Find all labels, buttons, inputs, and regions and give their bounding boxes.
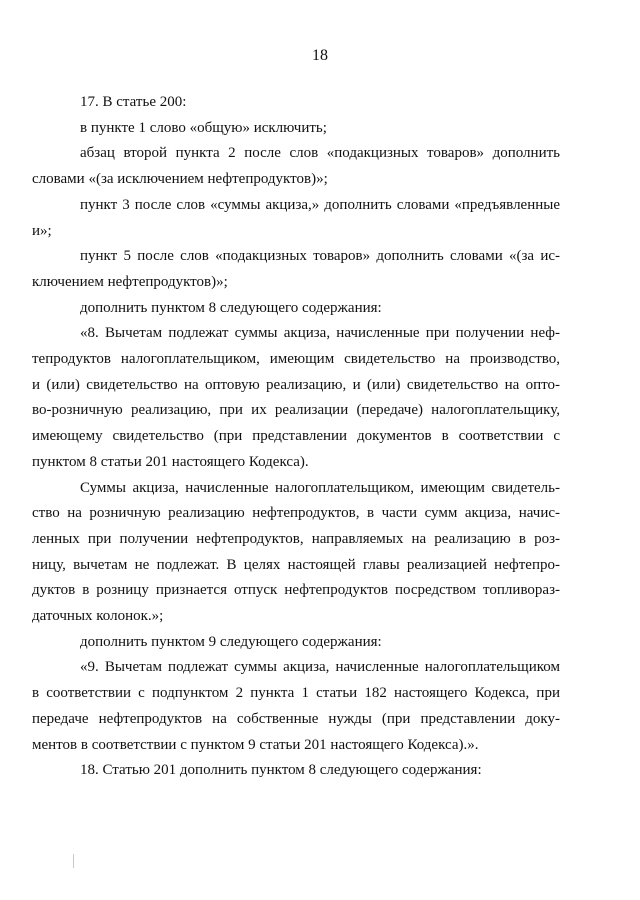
- paragraph-add-point-9: [80, 630, 560, 656]
- text-line: дуктов в розницу признается отпуск нефтепродуктов посредством топливораз-: [32, 582, 560, 599]
- text-line: пунктом 8 статьи 201 настоящего Кодекса).: [32, 453, 309, 470]
- text-line: ментов в соответствии с пунктом 9 статьи 201 настоящего Кодекса).».: [32, 736, 479, 753]
- text-line: в пункте 1 слово «общую» исключить;: [80, 119, 327, 136]
- paragraph-point-2: [32, 141, 560, 192]
- text-line: «9. Вычетам подлежат суммы акциза, начисленные налогоплательщиком: [80, 659, 560, 676]
- text-line: дополнить пунктом 8 следующего содержания:: [80, 299, 382, 316]
- paragraph-point-3: [32, 193, 560, 244]
- paragraph-article-201-heading: [80, 758, 560, 784]
- text-line: 17. В статье 200:: [80, 94, 187, 110]
- text-line: Суммы акциза, начисленные налогоплательщиком, имеющим свидетель-: [80, 479, 560, 496]
- text-line: ницу, вычетам не подлежат. В целях настоящей главы реализацией нефтепро-: [32, 556, 560, 573]
- text-line: и (или) свидетельство на оптовую реализацию, и (или) свидетельство на опто-: [32, 376, 560, 393]
- text-line: ство на розничную реализацию нефтепродуктов, в части сумм акциза, начис-: [32, 505, 560, 522]
- text-line: ключением нефтепродуктов)»;: [32, 273, 228, 290]
- text-line: дополнить пунктом 9 следующего содержания:: [80, 633, 382, 650]
- text-line: ленных при получении нефтепродуктов, направляемых на реализацию в роз-: [32, 530, 560, 547]
- text-line: передаче нефтепродуктов на собственные нужды (при представлении доку-: [32, 710, 560, 727]
- paragraph-point-5: [32, 244, 560, 295]
- text-line: абзац второй пункта 2 после слов «подакцизных товаров» дополнить: [80, 145, 560, 162]
- paragraph-excise-sums: [32, 476, 560, 630]
- text-line: пункт 3 после слов «суммы акциза,» дополнить словами «предъявленные: [80, 196, 560, 213]
- scan-artifact: [73, 854, 74, 868]
- text-line: словами «(за исключением нефтепродуктов)»;: [32, 171, 328, 188]
- text-line: имеющему свидетельство (при представлении документов в соответствии с: [32, 428, 560, 445]
- paragraph-point-1: [80, 116, 560, 142]
- page-number: 18: [312, 47, 328, 64]
- text-line: в соответствии с подпунктом 2 пункта 1 статьи 182 настоящего Кодекса, при: [32, 685, 560, 702]
- document-body: [32, 90, 560, 784]
- text-line: пункт 5 после слов «подакцизных товаров» дополнить словами «(за ис-: [80, 248, 560, 265]
- text-line: тепродуктов налогоплательщиком, имеющим свидетельство на производство,: [32, 351, 560, 368]
- paragraph-add-point-8: [80, 296, 560, 322]
- paragraph-point-9-text: [32, 655, 560, 758]
- text-line: во-розничную реализацию, при их реализации (передаче) налогоплательщику,: [32, 402, 560, 419]
- paragraph-point-8-text: [32, 321, 560, 475]
- text-line: 18. Статью 201 дополнить пунктом 8 следующего содержания:: [80, 762, 482, 779]
- text-line: «8. Вычетам подлежат суммы акциза, начисленные при получении неф-: [80, 325, 560, 342]
- text-line: даточных колонок.»;: [32, 608, 164, 625]
- text-line: и»;: [32, 222, 52, 239]
- paragraph-article-200-heading: [80, 90, 560, 116]
